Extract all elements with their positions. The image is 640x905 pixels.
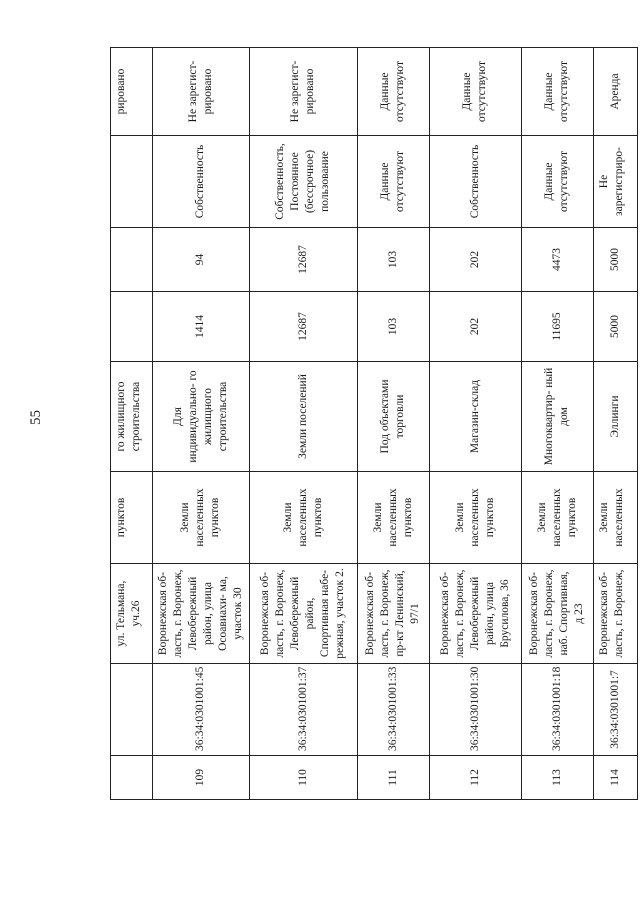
category-cell: Земли населенных пунктов <box>429 472 521 564</box>
category-cell: Земли населенных пунктов <box>153 472 250 564</box>
use-cell: Эллинги <box>593 362 637 472</box>
right-cell <box>111 136 153 228</box>
address-cell: Воронежская об- ласть, г. Воронеж, Левобережный район, улица Брусилова, 36 <box>429 564 521 664</box>
category-cell: Земли населенных пунктов <box>249 472 357 564</box>
area-total-cell: 5000 <box>593 292 637 362</box>
area-total-cell: 202 <box>429 292 521 362</box>
right-cell: Данные отсутствуют <box>357 136 429 228</box>
right-cell: Данные отсутствуют <box>521 136 593 228</box>
address-cell: ул. Тельмана, уч.26 <box>111 564 153 664</box>
area-part-cell: 202 <box>429 228 521 292</box>
table-row <box>249 48 357 800</box>
cadastre-number: 36:34:0301001:33 <box>357 664 429 756</box>
cadastre-number: 36:34:0301001:37 <box>249 664 357 756</box>
encumbrance-cell: Аренда <box>593 48 637 136</box>
use-cell: Многоквартир- ный дом <box>521 362 593 472</box>
table-row <box>357 48 429 800</box>
page-number: 55 <box>28 410 44 425</box>
encumbrance-cell: Не зарегист- рировано <box>249 48 357 136</box>
use-cell: Для индивидуально- го жилищного строительства <box>153 362 250 472</box>
area-part-cell: 94 <box>153 228 250 292</box>
row-number: 112 <box>429 756 521 800</box>
area-total-cell: 12687 <box>249 292 357 362</box>
encumbrance-cell: Не зарегист- рировано <box>153 48 250 136</box>
address-cell: Воронежская об- ласть, г. Воронеж, Левобережный район, улица Осоавиахи- ма, участок 30 <box>153 564 250 664</box>
table-row <box>153 48 250 800</box>
cadastre-number: 36:34:0301001:30 <box>429 664 521 756</box>
use-cell: Под объектами торговли <box>357 362 429 472</box>
right-cell: Собственность <box>153 136 250 228</box>
area-part-cell: 12687 <box>249 228 357 292</box>
table-row <box>521 48 593 800</box>
encumbrance-cell: Данные отсутствуют <box>521 48 593 136</box>
area-total-cell: 103 <box>357 292 429 362</box>
category-cell: Земли населенных пунктов <box>521 472 593 564</box>
right-cell: Собственность <box>429 136 521 228</box>
category-cell: пунктов <box>111 472 153 564</box>
use-cell: Магазин-склад <box>429 362 521 472</box>
table-row <box>429 48 521 800</box>
land-plots-table <box>110 47 638 800</box>
category-cell: Земли населенных <box>593 472 637 564</box>
area-part-cell: 4473 <box>521 228 593 292</box>
address-cell: Воронежская об- ласть, г. Воронеж, пр-кт Ленинский, 97/1 <box>357 564 429 664</box>
row-number: 111 <box>357 756 429 800</box>
category-cell: Земли населенных пунктов <box>357 472 429 564</box>
address-cell: Воронежская об- ласть, г. Воронеж, <box>593 564 637 664</box>
cadastre-number: 36:34:0301001:7 <box>593 664 637 756</box>
rotated-table-container <box>110 48 625 800</box>
use-cell: Земли поселений <box>249 362 357 472</box>
address-cell: Воронежская об- ласть, г. Воронеж, Левобережный район, Спортивная набе- режная, участок 2. <box>249 564 357 664</box>
address-cell: Воронежская об- ласть, г. Воронеж, наб. Спортивная, д 23 <box>521 564 593 664</box>
area-part-cell: 103 <box>357 228 429 292</box>
area-total-cell: 1414 <box>153 292 250 362</box>
area-part-cell: 5000 <box>593 228 637 292</box>
right-cell: Не зарегистриро- <box>593 136 637 228</box>
cadastre-number: 36:34:0301001:18 <box>521 664 593 756</box>
row-number: 109 <box>153 756 250 800</box>
use-cell: го жилищного строительства <box>111 362 153 472</box>
table-row <box>593 48 637 800</box>
row-number: 110 <box>249 756 357 800</box>
encumbrance-cell: рировано <box>111 48 153 136</box>
continued-row <box>111 48 153 800</box>
encumbrance-cell: Данные отсутствуют <box>429 48 521 136</box>
cadastre-number: 36:34:0301001:45 <box>153 664 250 756</box>
right-cell: Собственность, Постоянное (бессрочное) пользование <box>249 136 357 228</box>
encumbrance-cell: Данные отсутствуют <box>357 48 429 136</box>
row-number: 114 <box>593 756 637 800</box>
area-total-cell: 11695 <box>521 292 593 362</box>
row-number: 113 <box>521 756 593 800</box>
